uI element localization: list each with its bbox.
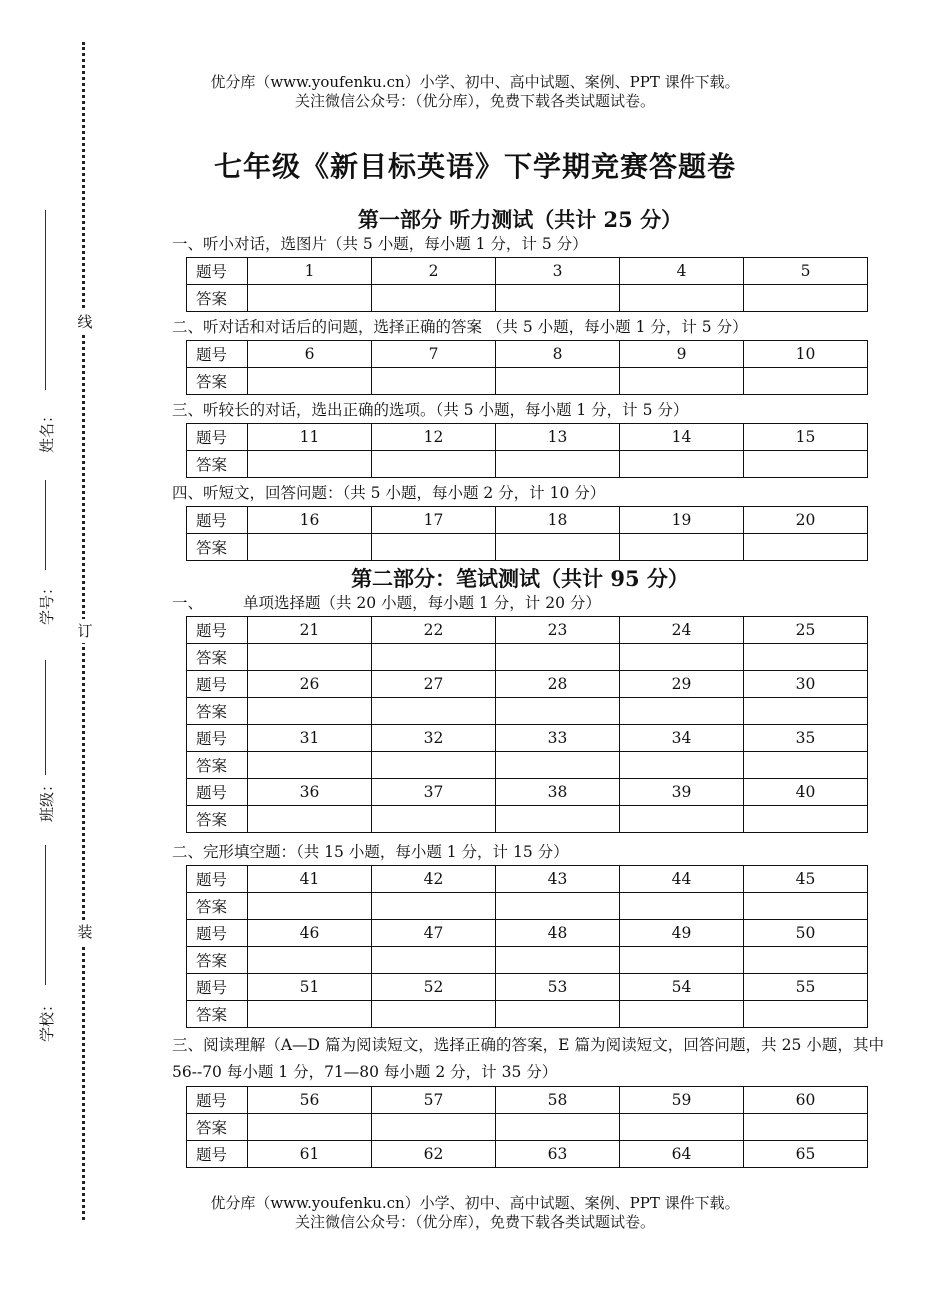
question-row: 题号 46 47 48 49 50 — [187, 920, 868, 947]
answer-cell[interactable] — [372, 451, 496, 478]
answer-cell[interactable] — [372, 285, 496, 312]
answer-cell[interactable] — [248, 698, 372, 725]
answer-cell[interactable] — [248, 368, 372, 395]
p2-sec3-title: 三、阅读理解（A—D 篇为阅读短文，选择正确的答案，E 篇为阅读短文，回答问题，共 25 小题，其中 56--70 每小题 1 分，71—80 每小题 2 分，计 35 分） — [172, 1036, 884, 1081]
student-id-underline — [45, 480, 46, 570]
answer-cell[interactable] — [744, 644, 868, 671]
question-row: 题号 41 42 43 44 45 — [187, 866, 868, 893]
answer-cell[interactable] — [744, 752, 868, 779]
answer-cell[interactable] — [496, 534, 620, 561]
name-label: 姓名： — [38, 407, 57, 454]
page-title: 七年级《新目标英语》下学期竞赛答题卷 — [213, 150, 736, 183]
p2-sec3-grid — [186, 1086, 868, 1168]
footer-line-2: 关注微信公众号：（优分库），免费下载各类试题试卷。 — [294, 1213, 655, 1231]
class-underline — [45, 660, 46, 775]
question-row: 题号 26 27 28 29 30 — [187, 671, 868, 698]
question-row: 题号 6 7 8 9 10 — [187, 341, 868, 368]
answer-cell[interactable] — [372, 752, 496, 779]
binding-mark-bind: 装 — [74, 920, 96, 944]
answer-cell[interactable] — [620, 947, 744, 974]
answer-cell[interactable] — [372, 1114, 496, 1141]
answer-cell[interactable] — [620, 534, 744, 561]
answer-row: 答案 — [187, 893, 868, 920]
answer-row: 答案 — [187, 1001, 868, 1028]
footer-line-1: 优分库（www.youfenku.cn）小学、初中、高中试题、案例、PPT 课件下载。 — [210, 1194, 740, 1212]
answer-cell[interactable] — [248, 534, 372, 561]
part2-heading: 第二部分：笔试测试（共计 95 分） — [351, 566, 689, 591]
answer-row: 答案 — [187, 698, 868, 725]
answer-row: 答案 — [187, 752, 868, 779]
p1-sec4-grid — [186, 506, 868, 561]
answer-cell[interactable] — [372, 698, 496, 725]
answer-cell[interactable] — [248, 1114, 372, 1141]
answer-cell[interactable] — [620, 698, 744, 725]
school-label: 学校： — [38, 996, 57, 1043]
answer-cell[interactable] — [744, 1001, 868, 1028]
answer-cell[interactable] — [248, 752, 372, 779]
answer-cell[interactable] — [372, 893, 496, 920]
name-underline — [45, 210, 46, 390]
answer-cell[interactable] — [744, 893, 868, 920]
answer-cell[interactable] — [744, 285, 868, 312]
answer-cell[interactable] — [248, 893, 372, 920]
answer-cell[interactable] — [248, 644, 372, 671]
answer-cell[interactable] — [372, 1001, 496, 1028]
answer-cell[interactable] — [496, 451, 620, 478]
student-id-label: 学号： — [38, 579, 57, 626]
answer-row: 答案 — [187, 644, 868, 671]
answer-cell[interactable] — [248, 285, 372, 312]
answer-cell[interactable] — [744, 368, 868, 395]
answer-cell[interactable] — [496, 1114, 620, 1141]
question-row: 题号 56 57 58 59 60 — [187, 1087, 868, 1114]
answer-row: 答案 — [187, 947, 868, 974]
answer-cell[interactable] — [744, 451, 868, 478]
answer-cell[interactable] — [496, 893, 620, 920]
answer-cell[interactable] — [620, 806, 744, 833]
p1-sec3-title: 三、听较长的对话，选出正确的选项。（共 5 小题，每小题 1 分，计 5 分） — [172, 401, 689, 419]
answer-cell[interactable] — [248, 1001, 372, 1028]
answer-cell[interactable] — [496, 698, 620, 725]
answer-cell[interactable] — [620, 285, 744, 312]
answer-cell[interactable] — [496, 285, 620, 312]
question-row: 题号 51 52 53 54 55 — [187, 974, 868, 1001]
answer-cell[interactable] — [248, 451, 372, 478]
p2-sec1-num: 一、 — [172, 594, 204, 612]
p1-sec1-grid — [186, 257, 868, 312]
header-line-1: 优分库（www.youfenku.cn）小学、初中、高中试题、案例、PPT 课件下载。 — [210, 73, 740, 91]
answer-cell[interactable] — [620, 893, 744, 920]
answer-cell[interactable] — [496, 368, 620, 395]
answer-cell[interactable] — [372, 806, 496, 833]
p1-sec4-title: 四、听短文，回答问题：（共 5 小题，每小题 2 分，计 10 分） — [172, 484, 606, 502]
question-row: 题号 21 22 23 24 25 — [187, 617, 868, 644]
answer-cell[interactable] — [496, 752, 620, 779]
answer-cell[interactable] — [496, 947, 620, 974]
p1-sec1-title: 一、听小对话，选图片（共 5 小题，每小题 1 分，计 5 分） — [172, 235, 588, 253]
class-label: 班级： — [38, 776, 57, 823]
answer-row: 答案 — [187, 285, 868, 312]
answer-row: 答案 — [187, 1114, 868, 1141]
answer-cell[interactable] — [372, 644, 496, 671]
answer-cell[interactable] — [248, 806, 372, 833]
answer-cell[interactable] — [372, 368, 496, 395]
answer-row: 答案 — [187, 368, 868, 395]
binding-mark-line: 线 — [74, 310, 96, 334]
answer-cell[interactable] — [620, 752, 744, 779]
question-row: 题号 16 17 18 19 20 — [187, 507, 868, 534]
p2-sec1-title: 单项选择题（共 20 小题，每小题 1 分，计 20 分） — [243, 594, 601, 612]
binding-mark-staple: 订 — [74, 619, 96, 643]
answer-cell[interactable] — [496, 644, 620, 671]
question-row: 题号 11 12 13 14 15 — [187, 424, 868, 451]
answer-cell[interactable] — [372, 534, 496, 561]
p1-sec2-title: 二、听对话和对话后的问题，选择正确的答案 （共 5 小题，每小题 1 分，计 5 分） — [172, 318, 748, 336]
answer-row: 答案 — [187, 451, 868, 478]
answer-cell[interactable] — [496, 1001, 620, 1028]
answer-cell[interactable] — [744, 698, 868, 725]
answer-cell[interactable] — [620, 451, 744, 478]
header-line-2: 关注微信公众号：（优分库），免费下载各类试题试卷。 — [294, 92, 655, 110]
school-underline — [45, 845, 46, 985]
p1-sec3-grid — [186, 423, 868, 478]
answer-cell[interactable] — [248, 947, 372, 974]
p2-sec1-grid — [186, 616, 868, 833]
part1-heading: 第一部分 听力测试（共计 25 分） — [357, 207, 683, 232]
p2-sec2-title: 二、完形填空题：（共 15 小题，每小题 1 分，计 15 分） — [172, 843, 569, 861]
question-row: 题号 36 37 38 39 40 — [187, 779, 868, 806]
answer-cell[interactable] — [496, 806, 620, 833]
question-row: 题号 31 32 33 34 35 — [187, 725, 868, 752]
p1-sec2-grid — [186, 340, 868, 395]
question-row: 题号 61 62 63 64 65 — [187, 1141, 868, 1168]
answer-row: 答案 — [187, 806, 868, 833]
answer-cell[interactable] — [620, 1114, 744, 1141]
p2-sec2-grid — [186, 865, 868, 1028]
answer-cell[interactable] — [620, 1001, 744, 1028]
answer-cell[interactable] — [744, 947, 868, 974]
answer-cell[interactable] — [372, 947, 496, 974]
question-row: 题号 1 2 3 4 5 — [187, 258, 868, 285]
answer-cell[interactable] — [620, 368, 744, 395]
answer-row: 答案 — [187, 534, 868, 561]
answer-cell[interactable] — [744, 806, 868, 833]
answer-cell[interactable] — [620, 644, 744, 671]
answer-cell[interactable] — [744, 534, 868, 561]
answer-cell[interactable] — [744, 1114, 868, 1141]
